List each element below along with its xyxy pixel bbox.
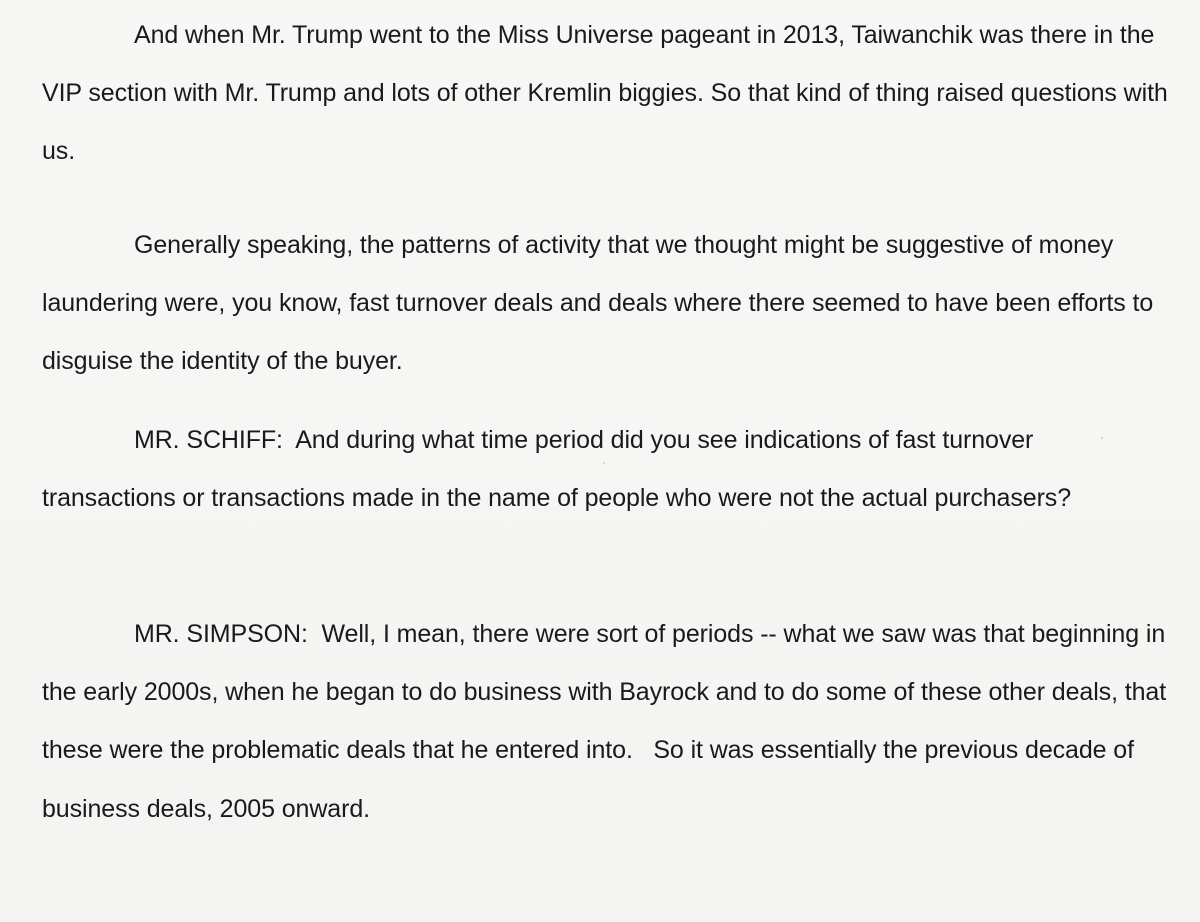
speaker-label-simpson: MR. SIMPSON: [134,620,308,648]
paragraph-1 [42,6,1172,181]
scan-speck [1101,437,1103,439]
scan-speck [603,462,605,464]
paragraph-4 [42,605,1172,838]
paragraph-1-text: And when Mr. Trump went to the Miss Universe pageant in 2013, Taiwanchik was there in the VIP section with Mr. Trump and lots of other Kremlin biggies. So that kind of thing raised questions with us. [42,21,1168,166]
paragraph-2-text: Generally speaking, the patterns of activity that we thought might be suggestive of money laundering were, you know, fast turnover deals and deals where there seemed to have been efforts to disguise the identity of the buyer. [42,231,1154,376]
paragraph-4-text: Well, I mean, there were sort of periods -- what we saw was that beginning in the early 2000s, when he began to do business with Bayrock and to do some of these other deals, that these were the problematic deals that he entered into. So it was essentially the previous decade of business deals, 2005 onward. [42,620,1173,823]
paragraph-3 [42,411,1172,527]
paragraph-2 [42,216,1172,391]
paragraph-3-text: And during what time period did you see indications of fast turnover transactions or transactions made in the name of people who were not the actual purchasers? [42,426,1071,513]
speaker-label-schiff: MR. SCHIFF: [134,426,283,454]
